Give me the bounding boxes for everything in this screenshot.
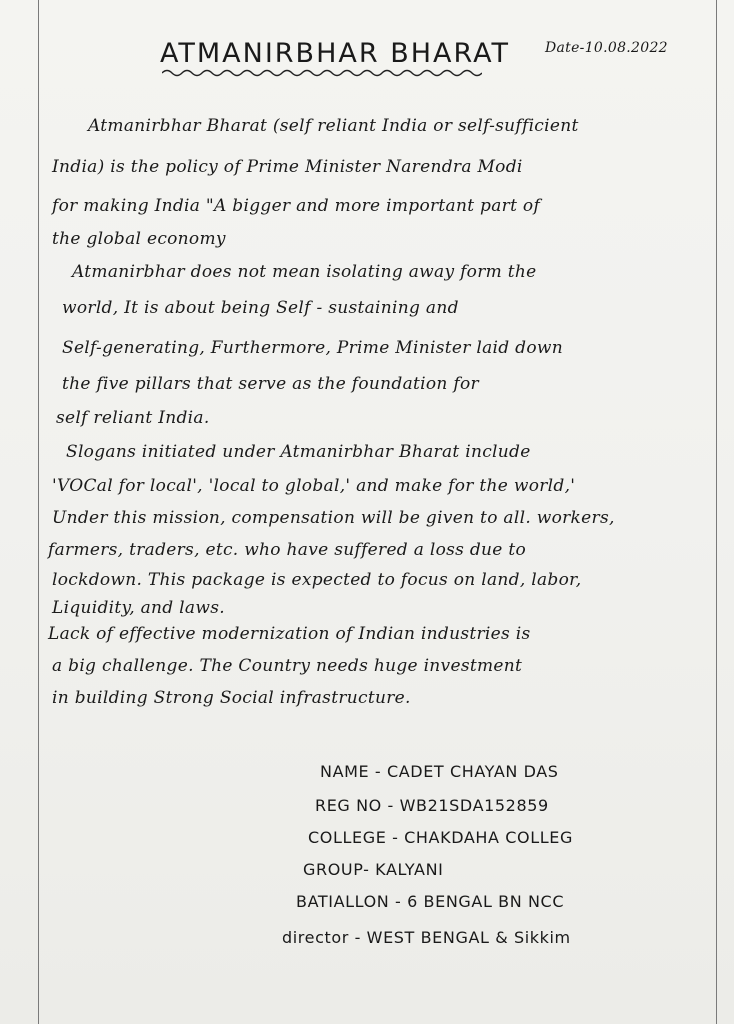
body-line: Atmanirbhar Bharat (self reliant India or self-sufficient	[88, 116, 579, 136]
body-line: India) is the policy of Prime Minister Narendra Modi	[52, 157, 523, 177]
body-line: for making India "A bigger and more important part of	[52, 196, 541, 216]
body-line: world, It is about being Self - sustaining and	[62, 298, 459, 318]
signature-reg-no: REG NO - WB21SDA152859	[315, 796, 549, 815]
body-line: Lack of effective modernization of Indian industries is	[48, 624, 531, 644]
right-margin-line	[716, 0, 717, 1024]
body-line: the five pillars that serve as the foundation for	[62, 374, 479, 394]
signature-directorate: director - WEST BENGAL & Sikkim	[282, 928, 571, 947]
left-margin-line	[38, 0, 39, 1024]
body-line: Atmanirbhar does not mean isolating away form the	[72, 262, 537, 282]
signature-group: GROUP- KALYANI	[303, 860, 444, 879]
body-line: Slogans initiated under Atmanirbhar Bharat include	[66, 442, 531, 462]
body-line: Under this mission, compensation will be given to all. workers,	[52, 508, 615, 528]
body-line: farmers, traders, etc. who have suffered a loss due to	[48, 540, 527, 560]
body-line: self reliant India.	[56, 408, 210, 428]
body-line: Liquidity, and laws.	[52, 598, 225, 618]
body-line: the global economy	[52, 229, 226, 249]
body-line: lockdown. This package is expected to focus on land, labor,	[52, 570, 582, 590]
date-text: Date-10.08.2022	[545, 40, 668, 56]
signature-college: COLLEGE - CHAKDAHA COLLEG	[308, 828, 573, 847]
body-line: a big challenge. The Country needs huge investment	[52, 656, 523, 676]
title-underline	[162, 68, 482, 78]
body-line: 'VOCal for local', 'local to global,' and make for the world,'	[52, 476, 576, 496]
signature-name: NAME - CADET CHAYAN DAS	[320, 762, 559, 781]
body-line: Self-generating, Furthermore, Prime Minister laid down	[62, 338, 563, 358]
body-line: in building Strong Social infrastructure.	[52, 688, 411, 708]
signature-battalion: BATIALLON - 6 BENGAL BN NCC	[296, 892, 565, 911]
page-title: ATMANIRBHAR BHARAT	[160, 38, 511, 69]
